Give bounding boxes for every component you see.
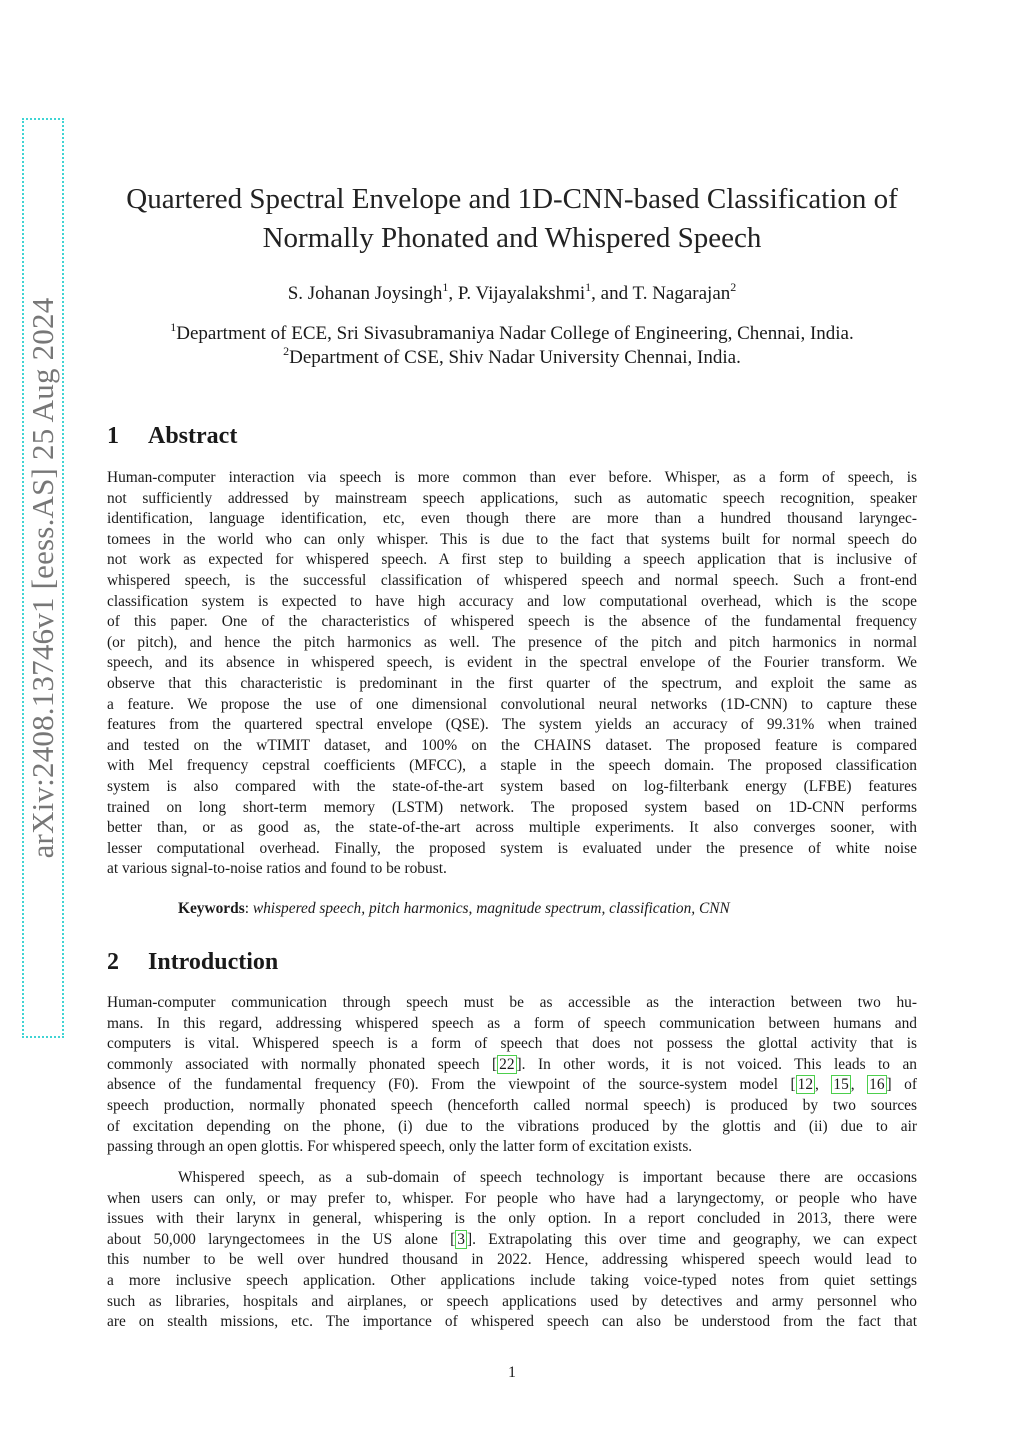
paragraph-line: computers is vital. Whispered speech is a form of speech that does not possess the glottal activity that is	[107, 1035, 917, 1053]
abstract-line: speech, and its absence in whispered speech, is evident in the spectral envelope of the Fourier transform. We	[107, 654, 917, 672]
citation-link[interactable]: 22	[499, 1055, 515, 1073]
line-text: about 50,000 laryngectomees in the US alone [	[107, 1230, 456, 1248]
section-title: Introduction	[148, 949, 279, 975]
section-heading-introduction	[107, 949, 278, 976]
paragraph-line: speech production, normally phonated speech (henceforth called normal speech) is produced by two sources	[107, 1096, 917, 1114]
keywords-colon: :	[244, 900, 253, 917]
author-2: P. Vijayalakshmi	[457, 283, 586, 304]
arxiv-identifier-stamp[interactable]	[22, 118, 64, 1038]
author-3: T. Nagarajan	[632, 283, 731, 304]
line-text: commonly associated with normally phonated speech [	[107, 1055, 498, 1073]
citation-link[interactable]: 15	[833, 1076, 849, 1094]
title-line-2: Normally Phonated and Whispered Speech	[262, 222, 762, 254]
affiliation-mark: 2	[283, 343, 290, 358]
paragraph-line	[107, 1230, 917, 1251]
abstract-line: whispered speech, is the successful classification of whispered speech and normal speech. Such a front-end	[107, 571, 917, 589]
paragraph-line: Human-computer communication through speech must be as accessible as the interaction between two hu-	[107, 994, 917, 1011]
paragraph-line: issues with their larynx in general, whispering is the only option. In a report concluded in 2013, there were	[107, 1210, 917, 1228]
abstract-line: system is also compared with the state-of-the-art system based on log-filterbank energy (LFBE) features	[107, 777, 917, 795]
abstract-paragraph	[107, 468, 917, 880]
abstract-line: tomees in the world who can only whisper. This is due to the fact that systems built for normal speech do	[107, 530, 917, 548]
section-heading-abstract	[107, 423, 237, 450]
abstract-line: identification, language identification, etc, even though there are more than a hundred thousand laryngec-	[107, 510, 917, 528]
paragraph-line	[107, 1055, 917, 1076]
line-text: ,	[815, 1076, 832, 1094]
abstract-line: not sufficiently addressed by mainstream speech applications, such as automatic speech recognition, speaker	[107, 489, 917, 507]
abstract-line: observe that this characteristic is predominant in the first quarter of the spectrum, and exploit the same as	[107, 674, 917, 692]
paper-title	[100, 180, 924, 258]
keywords	[178, 900, 730, 918]
citation-link[interactable]: 3	[457, 1230, 465, 1248]
citation-link[interactable]: 16	[869, 1076, 885, 1094]
author-1: S. Johanan Joysingh	[287, 283, 443, 304]
abstract-line: and tested on the wTIMIT dataset, and 100% on the CHAINS dataset. The proposed feature is compared	[107, 736, 917, 754]
line-text: ]. Extrapolating this over time and geography, we can expect	[466, 1230, 917, 1248]
author-2-affil-mark: 1	[585, 279, 592, 294]
paragraph-line: are on stealth missions, etc. The importance of whispered speech can also be understood from the fact that	[107, 1313, 917, 1331]
paragraph-line: this number to be well over hundred thousand in 2022. Hence, addressing whispered speech would lead to	[107, 1251, 917, 1269]
line-text: ]. In other words, it is not voiced. This leads to an	[516, 1055, 917, 1073]
abstract-line: (or pitch), and hence the pitch harmonics as well. The presence of the pitch and pitch harmonics in normal	[107, 633, 917, 651]
arxiv-identifier-text: arXiv:2408.13746v1 [eess.AS] 25 Aug 2024	[25, 297, 60, 859]
line-text: ] of	[886, 1076, 917, 1094]
affiliation-mark: 1	[170, 319, 177, 334]
abstract-line: of this paper. One of the characteristics of whispered speech is the absence of the fundamental frequency	[107, 613, 917, 631]
paragraph-line: passing through an open glottis. For whispered speech, only the latter form of excitation exists.	[107, 1138, 693, 1156]
paragraph-line: Whispered speech, as a sub-domain of speech technology is important because there are occasions	[178, 1169, 917, 1186]
author-list	[100, 279, 924, 306]
section-title: Abstract	[148, 423, 238, 449]
abstract-line: not work as expected for whispered speech. A first step to building a speech application that is inclusive of	[107, 551, 917, 569]
line-text: absence of the fundamental frequency (F0). From the viewpoint of the source-system model [	[107, 1076, 796, 1094]
abstract-line: lesser computational overhead. Finally, the proposed system is evaluated under the presence of white noise	[107, 839, 917, 857]
introduction-paragraph-1	[107, 993, 917, 1158]
author-separator: , and	[591, 283, 633, 304]
affiliations	[80, 319, 944, 370]
keywords-list: whispered speech, pitch harmonics, magnitude spectrum, classification, CNN	[252, 900, 730, 917]
title-line-1: Quartered Spectral Envelope and 1D-CNN-based Classification of	[126, 183, 898, 215]
citation-link[interactable]: 12	[797, 1076, 814, 1094]
paragraph-line: a more inclusive speech application. Other applications include taking voice-typed notes from quiet settings	[107, 1271, 917, 1289]
page-number: 1	[508, 1364, 516, 1381]
abstract-line: classification system is expected to have high accuracy and low computational overhead, which is the scope	[107, 592, 917, 610]
paragraph-line: such as libraries, hospitals and airplanes, or speech applications used by detectives and army personnel who	[107, 1292, 917, 1310]
author-3-affil-mark: 2	[730, 279, 737, 294]
abstract-line: features from the quartered spectral envelope (QSE). The system yields an accuracy of 99.31% when trained	[107, 716, 917, 734]
paragraph-line: mans. In this regard, addressing whispered speech as a form of speech communication between humans and	[107, 1014, 917, 1032]
affiliation-2	[80, 343, 944, 370]
abstract-line: better than, or as good as, the state-of-the-art across multiple experiments. It also converges sooner, with	[107, 819, 917, 837]
line-text: ,	[850, 1076, 868, 1094]
keywords-label: Keywords	[178, 900, 245, 917]
affiliation-text: Department of ECE, Sri Sivasubramaniya Nadar College of Engineering, Chennai, India.	[176, 323, 854, 344]
abstract-line: at various signal-to-noise ratios and found to be robust.	[107, 860, 447, 878]
section-number: 2	[107, 949, 119, 975]
author-separator: ,	[448, 283, 458, 304]
paragraph-line	[107, 1075, 917, 1096]
abstract-line: a feature. We propose the use of one dimensional convolutional neural networks (1D-CNN) to capture these	[107, 695, 917, 713]
abstract-line: with Mel frequency cepstral coefficients (MFCC), a staple in the speech domain. The proposed classification	[107, 757, 917, 775]
paragraph-line: of excitation depending on the phone, (i) due to the vibrations produced by the glottis and (ii) due to air	[107, 1117, 917, 1135]
author-1-affil-mark: 1	[442, 279, 449, 294]
abstract-line: Human-computer interaction via speech is more common than ever before. Whisper, as a form of speech, is	[107, 469, 917, 486]
abstract-line: trained on long short-term memory (LSTM) network. The proposed system based on 1D-CNN performs	[107, 798, 917, 816]
affiliation-1	[80, 319, 944, 346]
paragraph-line: when users can only, or may prefer to, whisper. For people who have had a laryngectomy, or people who have	[107, 1189, 917, 1207]
section-number: 1	[107, 423, 119, 449]
affiliation-text: Department of CSE, Shiv Nadar University Chennai, India.	[289, 347, 741, 368]
introduction-paragraph-2	[107, 1168, 917, 1333]
